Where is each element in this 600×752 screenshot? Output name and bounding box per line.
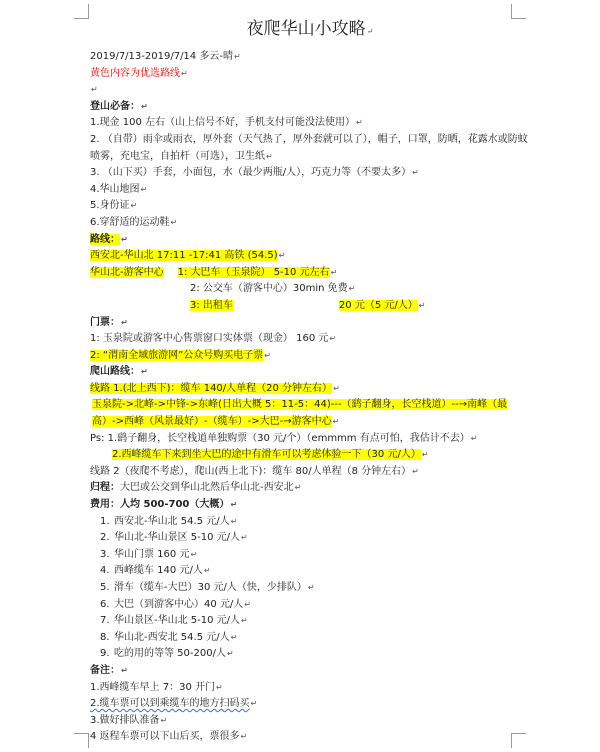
notes-item-text: 2.缆车票可以到乘缆车的地方扫码买 [90,698,250,710]
climb-route-1-detail: 玉泉院->北峰->中锋->东峰(日出大概 5：11-5：44)---（鹞子翻身，长空栈道）--→南峰（最高）->西峰（风景最好）-（缆车）->大巴-→游客中心↵ [92,399,508,428]
gear-item-text: 5.身份证 [90,200,130,212]
cost-item: 6. 大巴（到游客中心）40 元/人↵ [90,597,530,614]
route-row-text: 西安北-华山北 17:11 -17:41 高铁 (54.5) [90,250,278,262]
ticket-heading-text: 门票： [90,316,120,328]
gear-item-text: 2. （自带）雨伞或雨衣，厚外套（天气热了，厚外套就可以了），帽子，口罩，防晒，花露水或防蚊喷雾，充电宝，自拍杆（可选），卫生纸 [90,133,528,162]
cost-item-number: 9. [100,648,110,660]
cost-item: 2. 华山北-华山景区 5-10 元/人↵ [90,530,530,547]
return-line: 归程：大巴或公交到华山北然后华山北-西安北↵ [90,482,302,494]
gear-item-text: 1.现金 100 左右（山上信号不好，手机支付可能没法使用） [90,117,355,129]
cost-item-text: 华山景区-华山北 5-10 元/人 [114,615,241,627]
route-heading-text: 路线： [90,233,120,245]
document-title-text: 夜爬华山小攻略 [246,19,366,39]
gear-heading-text: 登山必备： [90,100,140,112]
cost-item: 5. 滑车（缆车-大巴）30 元/人（快，少排队）↵ [90,580,530,597]
cost-heading: 费用：人均 500-700（大概）↵ [90,499,238,511]
cost-item-number: 1. [100,515,110,527]
ticket-item-text: 2: “渭南全域旅游网”公众号购买电子票 [90,349,264,361]
gear-item: 4.华山地图↵ [90,183,148,195]
route-row: 西安北-华山北 17:11 -17:41 高铁 (54.5)↵ [90,250,286,262]
cost-item-text: 西安北-华山北 54.5 元/人 [114,515,230,527]
document-page [90,16,530,746]
gear-item-text: 6.穿舒适的运动鞋 [90,216,170,228]
notes-item: 1.西峰缆车早上 7：30 开门↵ [90,681,223,693]
route-option-text: 2: 公交车（游客中心）30min 免费 [190,283,348,295]
cost-item-text: 华山北-华山景区 5-10 元/人 [114,532,241,544]
return-text: 大巴或公交到华山北然后华山北-西安北 [120,482,294,494]
cost-item-text: 西峰缆车 140 元/人 [114,565,203,577]
gear-heading: 登山必备：↵ [90,100,148,112]
climb-ps: 2.西峰缆车下来到坐大巴的途中有滑车可以考虑体验一下（30 元/人）↵ [112,449,429,461]
gear-item: 1.现金 100 左右（山上信号不好，手机支付可能没法使用）↵ [90,117,363,129]
priority-note-text: 黄色内容为优选路线 [90,67,180,79]
blank-paragraph: ↵ [91,85,98,95]
ticket-item-text: 1: 玉泉院或游客中心售票窗口实体票（现金） 160 元 [90,333,329,345]
cost-item-number: 8. [100,631,110,643]
cost-item-number: 6. [100,598,110,610]
notes-item: 3.做好排队准备↵ [90,714,168,726]
page-corner-mark [74,4,89,19]
route-row-label: 华山北-游客中心 [90,266,164,278]
gear-item: 5.身份证↵ [90,200,138,212]
route-row: 2: 公交车（游客中心）30min 免费↵ [190,283,356,295]
notes-item: 4 返程车票可以下山后买，票很多↵ [90,731,248,743]
notes-item-text: 1.西峰缆车早上 7：30 开门 [90,681,215,693]
gear-item: 6.穿舒适的运动鞋↵ [90,216,178,228]
ticket-item: 1: 玉泉院或游客中心售票窗口实体票（现金） 160 元↵ [90,333,337,345]
document-title: 夜爬华山小攻略↵ [246,19,374,39]
cost-item-number: 3. [100,548,110,560]
climb-route-1-detail-text: 玉泉院->北峰->中锋->东峰(日出大概 5：11-5：44)---（鹞子翻身，长空栈道）--→南峰（最高）->西峰（风景最好）-（缆车）->大巴-→游客中心 [92,399,508,428]
date-weather-text: 2019/7/13-2019/7/14 多云-晴 [90,51,233,62]
climb-route-2: 线路 2（夜爬不考虑），爬山(西上北下)：缆车 80/人单程（8 分钟左右）↵ [90,465,419,477]
route-row: 华山北-游客中心 1: 大巴车（玉泉院） 5-10 元左右↵ [90,266,338,278]
climb-route-1: 线路 1.(北上西下)：缆车 140/人单程（20 分钟左右）↵ [90,382,340,394]
notes-heading-text: 备注： [90,664,120,676]
priority-note: 黄色内容为优选路线↵ [90,67,188,79]
gear-item-text: 4.华山地图 [90,183,140,195]
ticket-item: 2: “渭南全域旅游网”公众号购买电子票↵ [90,349,271,361]
climb-ps: Ps: 1.鹞子翻身，长空栈道单独购票（30 元/个）（emmmm 有点可怕，我估计不去）↵ [90,432,478,444]
route-row: 3: 出租车 20 元（5 元/人）↵ [190,299,426,311]
cost-item-number: 4. [100,565,110,577]
gear-item-text: 3. （山下买）手套，小面包，水（最少两瓶/人），巧克力等（不要太多） [90,167,412,179]
cost-heading-text: 费用：人均 500-700（大概） [90,499,230,511]
cost-item-text: 吃的用的等等 50-200/人 [114,648,226,660]
return-heading: 归程： [90,482,120,494]
cost-item: 4. 西峰缆车 140 元/人↵ [90,563,530,580]
climb-heading-text: 爬山路线： [90,366,140,378]
cost-list [90,514,530,663]
cost-item: 9. 吃的用的等等 50-200/人↵ [90,646,530,663]
gear-item: 3. （山下买）手套，小面包，水（最少两瓶/人），巧克力等（不要太多）↵ [90,167,419,179]
climb-ps-text: Ps: 1.鹞子翻身，长空栈道单独购票（30 元/个）（emmmm 有点可怕，我估计不去） [90,432,470,444]
notes-item-text: 3.做好排队准备 [90,714,160,726]
route-option-text: 3: 出租车 [190,299,233,311]
notes-item: 2.缆车票可以到乘缆车的地方扫码买↵ [90,698,258,710]
cost-item: 1. 西安北-华山北 54.5 元/人↵ [90,514,530,531]
route-option-price: 20 元（5 元/人） [338,299,418,311]
climb-route-1-text: 线路 1.(北上西下)：缆车 140/人单程（20 分钟左右） [90,382,333,394]
date-weather-line: 2019/7/13-2019/7/14 多云-晴↵ [90,51,241,62]
gear-item: 2. （自带）雨伞或雨衣，厚外套（天气热了，厚外套就可以了），帽子，口罩，防晒，花露水或防蚊喷雾，充电宝，自拍杆（可选），卫生纸↵ [90,133,528,162]
cost-item: 7. 华山景区-华山北 5-10 元/人↵ [90,613,530,630]
cost-item-text: 华山北-西安北 54.5 元/人 [114,631,230,643]
notes-item-text: 4 返程车票可以下山后买，票很多 [90,731,240,743]
cost-item: 3. 华山门票 160 元↵ [90,547,530,564]
cost-item-number: 2. [100,532,110,544]
cost-item-number: 7. [100,615,110,627]
cost-item-number: 5. [100,582,110,593]
cost-item-text: 大巴（到游客中心）40 元/人 [114,598,244,610]
climb-route-2-text: 线路 2（夜爬不考虑），爬山(西上北下)：缆车 80/人单程（8 分钟左右） [90,465,412,477]
cost-item: 8. 华山北-西安北 54.5 元/人↵ [90,630,530,647]
notes-heading: 备注：↵ [90,664,128,676]
route-option-text: 1: 大巴车（玉泉院） 5-10 元左右 [177,266,330,278]
page-corner-mark [74,733,89,748]
climb-heading: 爬山路线：↵ [90,366,148,378]
cost-item-text: 华山门票 160 元 [114,548,190,560]
route-heading: 路线：↵ [90,233,128,245]
climb-ps-text: 2.西峰缆车下来到坐大巴的途中有滑车可以考虑体验一下（30 元/人） [112,449,421,461]
cost-item-text: 滑车（缆车-大巴）30 元/人（快，少排队） [114,582,307,593]
ticket-heading: 门票：↵ [90,316,128,328]
